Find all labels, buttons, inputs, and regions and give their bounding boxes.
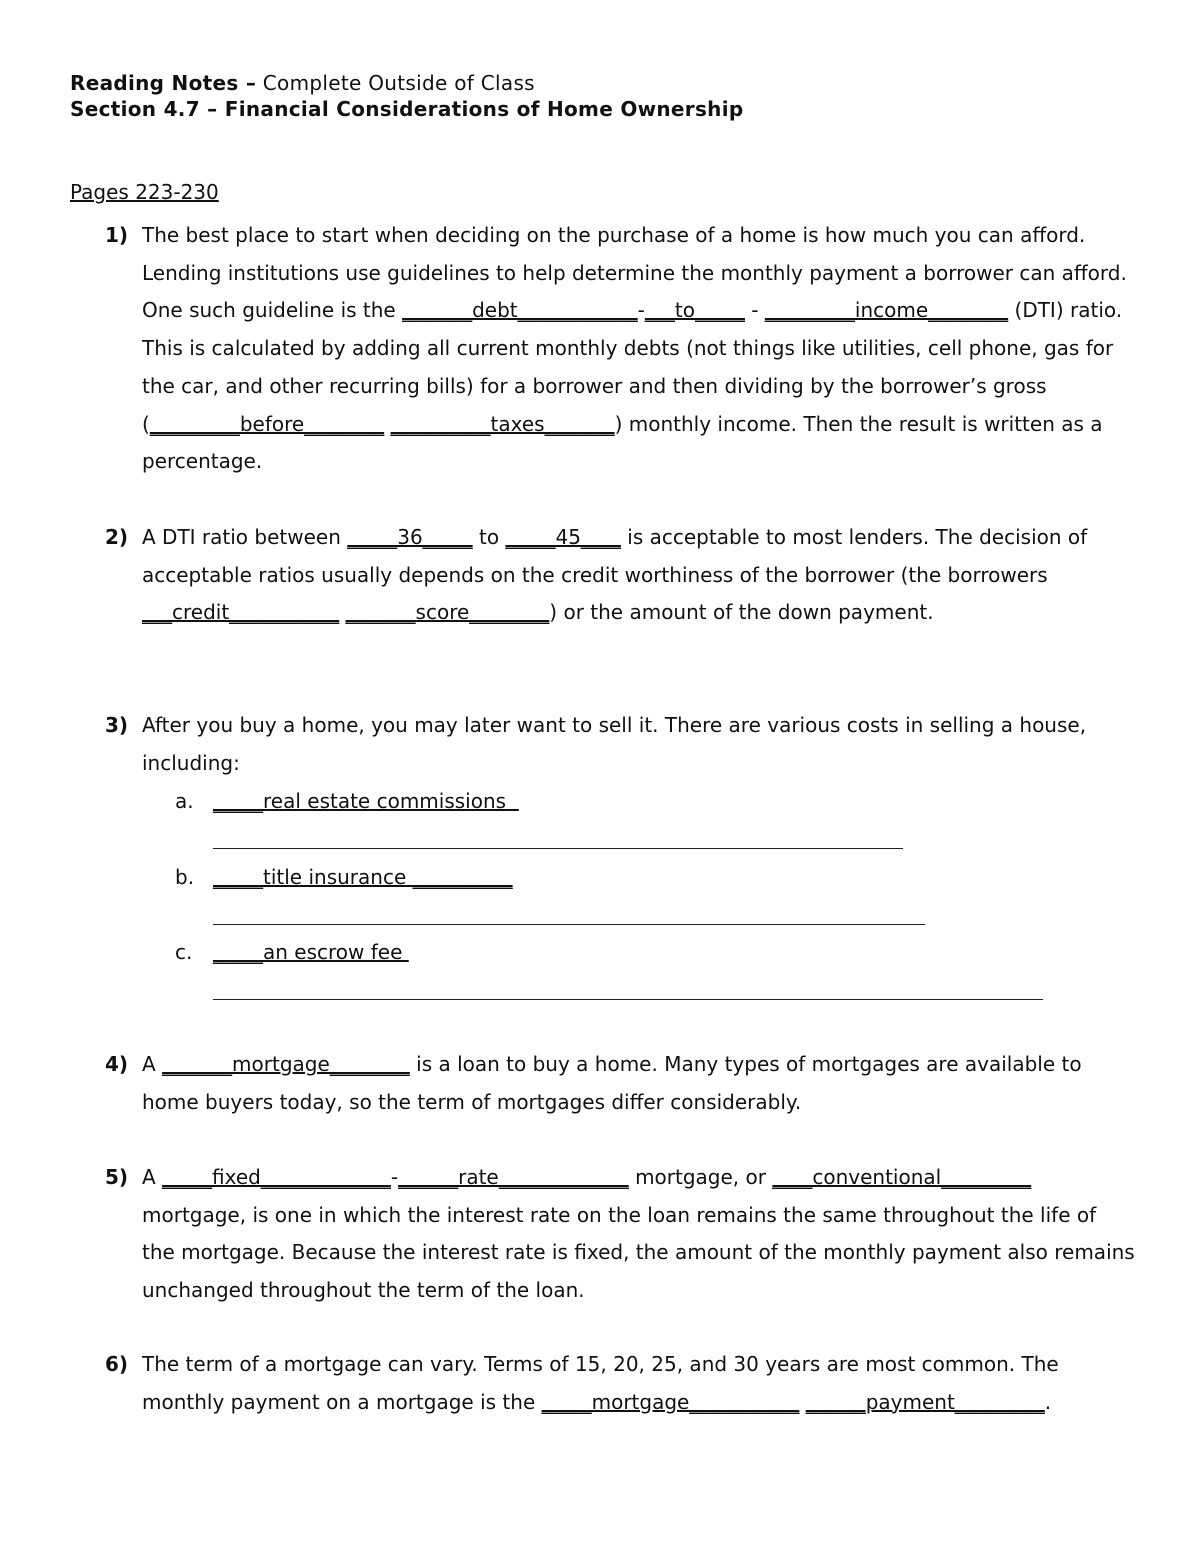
answer-blank: _____title insurance __________ [213, 865, 513, 889]
question-number: 4) [105, 1052, 129, 1076]
header-line-1: Reading Notes – Complete Outside of Class [70, 71, 535, 95]
question-text: A _______mortgage________ is a loan to buy a home. Many types of mortgages are available to home buyers today, so the term of mortgages differ considerably. [142, 1052, 1082, 1114]
answer-blank: _____fixed_____________ [162, 1165, 391, 1189]
question-text: A _____fixed_____________-______rate_____________ mortgage, or ____conventional_________ mortgage, is one in which the interest rate on the loan remains the same throughout the life of the mortgage. Because the interest rate is fixed, the amount of the monthly payment also remains unchanged throughout the term of the loan. [142, 1165, 1135, 1303]
question-text: A DTI ratio between _____36_____ to _____45____ is acceptable to most lenders. The decision of acceptable ratios usually depends on the credit worthiness of the borrower (the borrowers ___credit___________ _______score________) or the amount of the down payment. [142, 525, 1088, 625]
answer-blank: ___credit___________ [142, 600, 340, 625]
answer-blank: __________taxes_______ [390, 411, 615, 436]
question-number: 3) [105, 713, 129, 737]
answer-blank: _________income________ [764, 298, 1009, 323]
answer-blank: _________before________ [149, 411, 385, 436]
question-3 [105, 707, 1135, 782]
question-text: The term of a mortgage can vary. Terms of 15, 20, 25, and 30 years are most common. The monthly payment on a mortgage is the _____mortgage___________ ______payment_________. [142, 1352, 1059, 1414]
answer-blank: _____45____ [505, 525, 621, 549]
worksheet-header [70, 70, 743, 122]
answer-blank: _______mortgage________ [162, 1052, 410, 1076]
question-5 [105, 1159, 1135, 1310]
answer-line [213, 999, 1043, 1000]
item-letter: b. [175, 865, 195, 889]
answer-blank: _____mortgage___________ [541, 1389, 800, 1414]
answer-blank: _____an escrow fee [213, 940, 409, 964]
question-1 [105, 217, 1135, 481]
question-number: 2) [105, 525, 129, 549]
question-6 [105, 1346, 1135, 1421]
question-2 [105, 519, 1135, 632]
answer-blank: _______score________ [345, 600, 550, 625]
question-text: The best place to start when deciding on the purchase of a home is how much you can afford. Lending institutions use guidelines to help determine the monthly payment a borrower can afford. One such guideline is the _______debt____________-___to_____ - _________income________ (DTI) ratio. This is calculated by adding all current monthly debts (not things like utilities, cell phone, gas for the car, and other recurring bills) for a borrower and then dividing by the borrower’s gross (_________before________ __________taxes_______) monthly income. Then the result is written as a percentage. [142, 223, 1127, 474]
pages-label: Pages 223-230 [70, 180, 219, 204]
answer-blank: ___to_____ [644, 298, 745, 323]
answer-line [213, 848, 903, 849]
question-4 [105, 1046, 1135, 1121]
answer-blank: ____conventional_________ [772, 1165, 1032, 1189]
answer-blank: _______debt____________ [402, 298, 638, 323]
answer-blank: _____36_____ [347, 525, 473, 549]
answer-blank: ______payment_________ [805, 1389, 1045, 1414]
answer-blank: ______rate_____________ [398, 1165, 629, 1189]
item-letter: a. [175, 789, 194, 813]
item-letter: c. [175, 940, 193, 964]
question-number: 1) [105, 223, 129, 247]
section-title: Section 4.7 – Financial Considerations of Home Ownership [70, 97, 744, 121]
answer-line [213, 924, 925, 925]
question-text: After you buy a home, you may later want to sell it. There are various costs in selling a house, including: [142, 713, 1087, 775]
question-number: 5) [105, 1165, 129, 1189]
answer-blank: _____real estate commissions [213, 789, 519, 813]
question-number: 6) [105, 1352, 129, 1376]
